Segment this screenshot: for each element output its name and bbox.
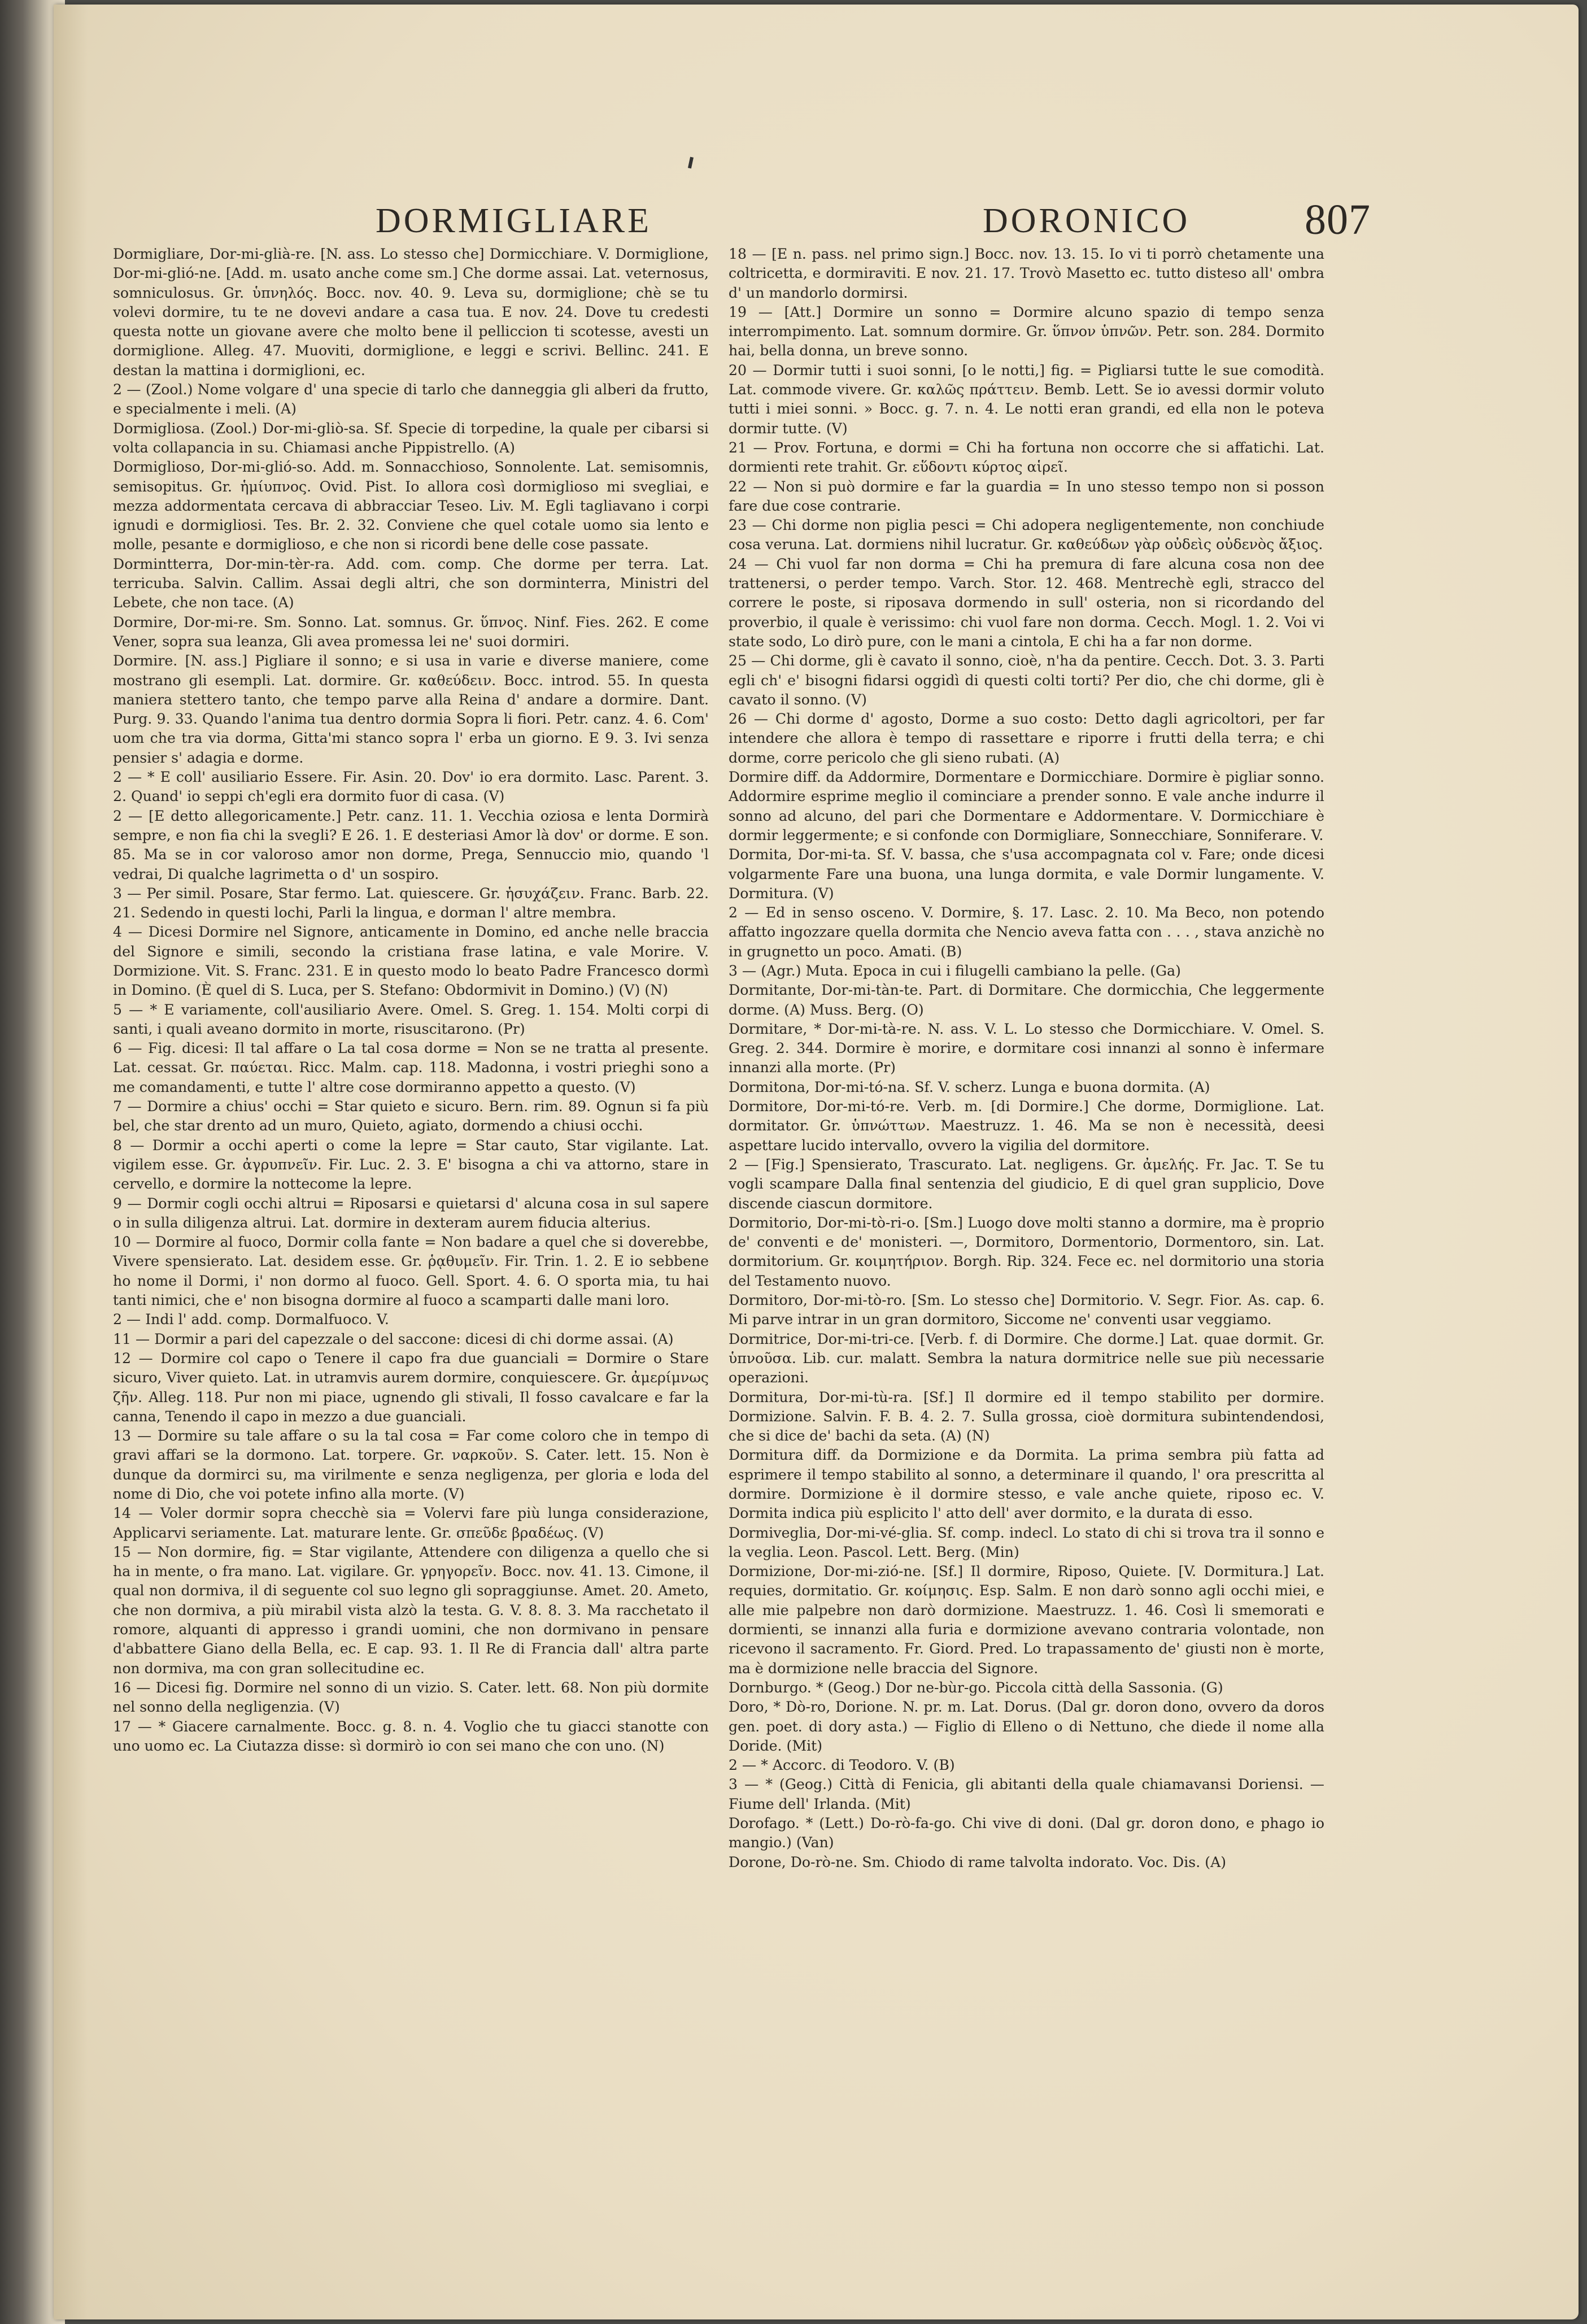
entry-paragraph: 20 — Dormir tutti i suoi sonni, [o le notti,] fig. = Pigliarsi tutte le sue comodità. Lat. commode vivere. Gr. καλῶς πράττειν. Bemb. Lett. Se io avessi dormir voluto tutti i miei sonni. » Bocc. g. 7. n. 4. Le notti eran grandi, ed ella non le poteva dormir tutte. (V) <box>729 362 1324 437</box>
entry-paragraph: 2 — Ed in senso osceno. V. Dormire, §. 17. Lasc. 2. 10. Ma Beco, non potendo affatto ingozzare quella dormita che Nencio aveva fatta con . . . , stava anzichè no in grugnetto un poco. Amati. (B) <box>729 904 1324 960</box>
entry-paragraph: 10 — Dormire al fuoco, Dormir colla fante = Non badare a quel che si doverebbe, Vivere spensierato. Lat. desidem esse. Gr. ῥᾳθυμεῖν. Fir. Trin. 1. 2. E io sebbene ho nome il Dormi, i' non dormo al fuoco. Gell. Sport. 4. 6. O sporta mia, tu hai tanti nimici, che e' non bisogna dormire al fuoco a scamparti dalle mani loro. <box>113 1234 709 1309</box>
entry-paragraph: Dormitorio, Dor-mi-tò-ri-o. [Sm.] Luogo dove molti stanno a dormire, ma è proprio de' conventi e de' monisteri. —, Dormitoro, Dormentorio, Dormentoro, sin. Lat. dormitorium. Gr. κοιμητήριον. Borgh. Rip. 324. Fece ec. nel dormitorio una storia del Testamento nuovo. <box>729 1214 1324 1289</box>
entry-paragraph: 14 — Voler dormir sopra checchè sia = Volervi fare più lunga considerazione, Applicarvi seriamente. Lat. maturare lente. Gr. σπεῦδε βραδέως. (V) <box>113 1505 709 1541</box>
entry-paragraph: 3 — (Agr.) Muta. Epoca in cui i filugelli cambiano la pelle. (Ga) <box>729 962 1181 979</box>
entry-paragraph: Dormitante, Dor-mi-tàn-te. Part. di Dormitare. Che dormicchia, Che leggermente dorme. (A) Muss. Berg. (O) <box>729 982 1324 1018</box>
entry-paragraph: 2 — Indi l' add. comp. Dormalfuoco. V. <box>113 1311 389 1328</box>
running-head-right: DORONICO <box>983 202 1191 240</box>
right-column <box>729 245 1324 1872</box>
entry-paragraph: 19 — [Att.] Dormire un sonno = Dormire alcuno spazio di tempo senza interrompimento. Lat. somnum dormire. Gr. ὕπνον ὑπνῶν. Petr. son. 284. Dormito hai, bella donna, un breve sonno. <box>729 303 1324 359</box>
entry-paragraph: 15 — Non dormire, fig. = Star vigilante, Attendere con diligenza a quello che si ha in mente, o fra mano. Lat. vigilare. Gr. γρηγορεῖν. Bocc. nov. 41. 13. Cimone, il qual non dormiva, il di seguente col suo legno gli sopraggiunse. Amet. 20. Ameto, che non dormiva, a più mirabil vista alzò la testa. G. V. 8. 8. 3. Ma racchetato il romore, alquanti di appresso i grandi uomini, che non dormivano in pensare d'abbattere Giano della Bella, ec. E cap. 93. 1. Il Re di Francia dall' altra parte non dormiva, ma con gran sollecitudine ec. <box>113 1543 709 1677</box>
entry-paragraph: 7 — Dormire a chius' occhi = Star quieto e sicuro. Bern. rim. 89. Ognun si fa più bel, che star drento ad un muro, Quieto, agiato, dormendo a chiusi occhi. <box>113 1098 709 1134</box>
entry-paragraph: Dormitrice, Dor-mi-tri-ce. [Verb. f. di Dormire. Che dorme.] Lat. quae dormit. Gr. ὑπνοῦσα. Lib. cur. malatt. Sembra la natura dormitrice nelle sue più necessarie operazioni. <box>729 1330 1324 1386</box>
entry-paragraph: Dormita, Dor-mi-ta. Sf. V. bassa, che s'usa accompagnata col v. Fare; onde dicesi volgarmente Fare una buona, una lunga dormita, e vale Dormir lungamente. V. Dormitura. (V) <box>729 846 1324 902</box>
entry-paragraph: 22 — Non si può dormire e far la guardia = In uno stesso tempo non si posson fare due cose contrarie. <box>729 478 1324 514</box>
entry-paragraph: 17 — * Giacere carnalmente. Bocc. g. 8. n. 4. Voglio che tu giacci stanotte con uno uomo ec. La Ciutazza disse: sì dormirò io con sei mano che con uno. (N) <box>113 1718 709 1754</box>
entry-paragraph: Dormire. [N. ass.] Pigliare il sonno; e si usa in varie e diverse maniere, come mostrano gli esempli. Lat. dormire. Gr. καθεύδειν. Bocc. introd. 55. In questa maniera stettero tanto, che tempo parve alla Reina d' andare a dormire. Dant. Purg. 9. 33. Quando l'anima tua dentro dormia Sopra li fiori. Petr. canz. 4. 6. Com' uom che tra via dorma, Gitta'mi stanco sopra l' erba un giorno. E 9. 3. Ivi senza pensier s' adagia e dorme. <box>113 652 709 766</box>
entry-paragraph: 25 — Chi dorme, gli è cavato il sonno, cioè, n'ha da pentire. Cecch. Dot. 3. 3. Parti egli ch' e' bisogni fidarsi oggidì di questi colti torti? Per dio, che chi dorme, gli è cavato il sonno. (V) <box>729 652 1324 708</box>
entry-paragraph: 4 — Dicesi Dormire nel Signore, anticamente in Domino, ed anche nelle braccia del Signore e simili, secondo la cristiana frase latina, e vale Morire. V. Dormizione. Vit. S. Franc. 231. E in questo modo lo beato Padre Francesco dormì in Domino. (È quel di S. Luca, per S. Stefano: Obdormivit in Domino.) (V) (N) <box>113 924 709 999</box>
entry-paragraph: Dormintterra, Dor-min-tèr-ra. Add. com. comp. Che dorme per terra. Lat. terricuba. Salvin. Callim. Assai degli altri, che son dorminterra, Ministri del Lebete, che non tace. (A) <box>113 555 709 611</box>
entry-paragraph: 2 — [E detto allegoricamente.] Petr. canz. 11. 1. Vecchia oziosa e lenta Dormirà sempre, e non fia chi la svegli? E 26. 1. E desteriasi Amor là dov' or dorme. E son. 85. Ma se in cor valoroso amor non dorme, Prega, Sennuccio mio, quando 'l vedrai, Di qualche lagrimetta o d' un sospiro. <box>113 807 709 882</box>
entry-paragraph: Dormitura diff. da Dormizione e da Dormita. La prima sembra più fatta ad esprimere il tempo stabilito al sonno, a determinare il quando, l' ora prescritta al dormire. Dormizione è il dormire stesso, e vale anche quiete, riposo ec. V. Dormita indica più esplicito l' atto dell' aver dormito, e la durata di esso. <box>729 1447 1324 1522</box>
entry-paragraph: Dorofago. * (Lett.) Do-rò-fa-go. Chi vive di doni. (Dal gr. doron dono, e phago io mangio.) (Van) <box>729 1815 1324 1851</box>
entry-paragraph: 23 — Chi dorme non piglia pesci = Chi adopera negligentemente, non conchiude cosa veruna. Lat. dormiens nihil lucratur. Gr. καθεύδων γὰρ οὐδεὶς οὐδενὸς ἄξιος. <box>729 517 1324 553</box>
entry-paragraph: 2 — * E coll' ausiliario Essere. Fir. Asin. 20. Dov' io era dormito. Lasc. Parent. 3. 2. Quand' io seppi ch'egli era dormito fuor di casa. (V) <box>113 769 709 805</box>
ink-mark <box>688 157 694 169</box>
entry-paragraph: 8 — Dormir a occhi aperti o come la lepre = Star cauto, Star vigilante. Lat. vigilem esse. Gr. ἀγρυπνεῖν. Fir. Luc. 2. 3. E' bisogna a chi va attorno, stare in cervello, e dormire la nottecome la lepre. <box>113 1137 709 1193</box>
entry-paragraph: 16 — Dicesi fig. Dormire nel sonno di un vizio. S. Cater. lett. 68. Non più dormite nel sonno della negligenzia. (V) <box>113 1679 709 1716</box>
entry-paragraph: 3 — * (Geog.) Città di Fenicia, gli abitanti della quale chiamavansi Doriensi. — Fiume dell' Irlanda. (Mit) <box>729 1776 1324 1812</box>
entry-paragraph: Dorone, Do-rò-ne. Sm. Chiodo di rame talvolta indorato. Voc. Dis. (A) <box>729 1853 1227 1870</box>
entry-paragraph: 26 — Chi dorme d' agosto, Dorme a suo costo: Detto dagli agricoltori, per far intendere che allora è tempo di rassettare e riporre i frutti della terra; e chi dorme, corre pericolo che gli sieno rubati. (A) <box>729 711 1324 766</box>
left-column <box>113 245 709 1756</box>
entry-paragraph: 6 — Fig. dicesi: Il tal affare o La tal cosa dorme = Non se ne tratta al presente. Lat. cessat. Gr. παύεται. Ricc. Malm. cap. 118. Madonna, i vostri prieghi sono a me comandamenti, e tutte l' altre cose dormiranno appetto a questo. (V) <box>113 1040 709 1095</box>
entry-paragraph: Dornburgo. * (Geog.) Dor ne-bùr-go. Piccola città della Sassonia. (G) <box>729 1679 1223 1696</box>
entry-paragraph: 21 — Prov. Fortuna, e dormi = Chi ha fortuna non occorre che si affatichi. Lat. dormienti rete trahit. Gr. εὕδοντι κύρτος αἱρεῖ. <box>729 439 1324 476</box>
entry-paragraph: Dormigliosa. (Zool.) Dor-mi-gliò-sa. Sf. Specie di torpedine, la quale per cibarsi si volta collapancia in su. Chiamasi anche Pippistrello. (A) <box>113 420 709 456</box>
entry-paragraph: Doro, * Dò-ro, Dorione. N. pr. m. Lat. Dorus. (Dal gr. doron dono, ovvero da doros gen. poet. di dory asta.) — Figlio di Elleno o di Nettuno, che diede il nome alla Doride. (Mit) <box>729 1699 1324 1754</box>
entry-paragraph: Dormiveglia, Dor-mi-vé-glia. Sf. comp. indecl. Lo stato di chi si trova tra il sonno e la veglia. Leon. Pascol. Lett. Berg. (Min) <box>729 1524 1324 1560</box>
entry-paragraph: Dormiglioso, Dor-mi-glió-so. Add. m. Sonnacchioso, Sonnolente. Lat. semisomnis, semisopitus. Gr. ἡμίυπνος. Ovid. Pist. Io allora così dormiglioso mi svegliai, e mezza addormentata cercava di abbracciar Teseo. Liv. M. Egli tagliavano i corpi ignudi e dormigliosi. Tes. Br. 2. 32. Conviene che quel cotale uomo sia lento e molle, pesante e dormiglioso, e che non si ricordi bene delle cose passate. <box>113 459 709 553</box>
entry-paragraph: 2 — [Fig.] Spensierato, Trascurato. Lat. negligens. Gr. ἀμελής. Fr. Jac. T. Se tu vogli scampare Dalla final sentenzia del giudicio, E di quel gran supplicio, Dove discende ciascun dormitore. <box>729 1156 1324 1212</box>
page-gutter <box>54 5 88 2319</box>
entry-paragraph: 2 — (Zool.) Nome volgare d' una specie di tarlo che danneggia gli alberi da frutto, e specialmente i meli. (A) <box>113 381 709 417</box>
entry-paragraph: Dormitore, Dor-mi-tó-re. Verb. m. [di Dormire.] Che dorme, Dormiglione. Lat. dormitator. Gr. ὑπνώττων. Maestruzz. 1. 46. Ma se non è necessità, deesi aspettare lucido intervallo, ovvero la vigilia del dormitore. <box>729 1098 1324 1154</box>
book-page <box>54 5 1579 2319</box>
entry-paragraph: Dormitoro, Dor-mi-tò-ro. [Sm. Lo stesso che] Dormitorio. V. Segr. Fior. As. cap. 6. Mi parve intrar in un gran dormitoro, Siccome ne' conventi usar veggiamo. <box>729 1292 1324 1328</box>
entry-paragraph: 13 — Dormire su tale affare o su la tal cosa = Far come coloro che in tempo di gravi affari se la dormono. Lat. torpere. Gr. ναρκοῦν. S. Cater. lett. 15. Non è dunque da dormirci su, ma virilmente e senza negligenza, per gloria e loda del nome di Dio, che voi potete infino alla morte. (V) <box>113 1428 709 1502</box>
entry-paragraph: 2 — * Accorc. di Teodoro. V. (B) <box>729 1757 955 1774</box>
entry-paragraph: 18 — [E n. pass. nel primo sign.] Bocc. nov. 13. 15. Io vi ti porrò chetamente una coltricetta, e dormiraviti. E nov. 21. 17. Trovò Masetto ec. tutto disteso all' ombra d' un mandorlo dormirsi. <box>729 246 1324 301</box>
entry-paragraph: 3 — Per simil. Posare, Star fermo. Lat. quiescere. Gr. ἡσυχάζειν. Franc. Barb. 22. 21. Sedendo in questi lochi, Parli la lingua, e dorman l' altre membra. <box>113 885 709 921</box>
entry-paragraph: Dormitona, Dor-mi-tó-na. Sf. V. scherz. Lunga e buona dormita. (A) <box>729 1078 1210 1095</box>
entry-paragraph: 11 — Dormir a pari del capezzale o del saccone: dicesi di chi dorme assai. (A) <box>113 1330 674 1347</box>
entry-paragraph: 12 — Dormire col capo o Tenere il capo fra due guanciali = Dormire o Stare sicuro, Viver quieto. Lat. in utramvis aurem dormire, conquiescere. Gr. ἀμερίμνως ζῆν. Alleg. 118. Pur non mi piace, ugnendo gli stivali, Il fosso cavalcare e far la canna, Tenendo il capo in mezzo a due guanciali. <box>113 1350 709 1425</box>
entry-paragraph: 5 — * E variamente, coll'ausiliario Avere. Omel. S. Greg. 1. 154. Molti corpi di santi, i quali aveano dormito in morte, risuscitarono. (Pr) <box>113 1001 709 1037</box>
entry-paragraph: 9 — Dormir cogli occhi altrui = Riposarsi e quietarsi d' alcuna cosa in sul sapere o in sulla diligenza altrui. Lat. dormire in dexteram aurem fiducia alterius. <box>113 1195 709 1231</box>
entry-paragraph: Dormire, Dor-mi-re. Sm. Sonno. Lat. somnus. Gr. ὕπνος. Ninf. Fies. 262. E come Vener, sopra sua leanza, Gli avea promessa lei ne' suoi dormiri. <box>113 613 709 650</box>
entry-paragraph: Dormizione, Dor-mi-zió-ne. [Sf.] Il dormire, Riposo, Quiete. [V. Dormitura.] Lat. requies, dormitatio. Gr. κοίμησις. Esp. Salm. E non darò sonno agli occhi miei, e alle mie palpebre non darò dormizione. Maestruzz. 1. 46. Così li smemorati e dormienti, se innanzi alla furia e dormizione avevano contraria volontade, non ricevono il sacramento. Fr. Giord. Pred. Lo trapassamento de' giusti non è morte, ma è dormizione nelle braccia del Signore. <box>729 1563 1324 1677</box>
entry-paragraph: 24 — Chi vuol far non dorma = Chi ha premura di fare alcuna cosa non dee trattenersi, o perder tempo. Varch. Stor. 12. 468. Mentrechè egli, stracco del correre le poste, si riposava dormendo in sull' osteria, non si ricordando del proverbio, il quale è verissimo: chi vuol fare non dorma. Cecch. Mogl. 1. 2. Voi vi state sodo, Lo dirò pure, con le mani a cintola, E chi ha a far non dorme. <box>729 555 1324 650</box>
entry-paragraph: Dormire diff. da Addormire, Dormentare e Dormicchiare. Dormire è pigliar sonno. Addormire esprime meglio il cominciare a prender sonno. E vale anche indurre il sonno ad alcuno, del pari che Dormentare e Addormentare. V. Dormicchiare è dormir leggermente; e si confonde con Dormigliare, Sonnecchiare, Sonniferare. V. <box>729 769 1324 843</box>
entry-paragraph: Dormitura, Dor-mi-tù-ra. [Sf.] Il dormire ed il tempo stabilito per dormire. Dormizione. Salvin. F. B. 4. 2. 7. Sulla grossa, cioè dormitura subintendendosi, che si dice de' bachi da seta. (A) (N) <box>729 1389 1324 1444</box>
entry-paragraph: Dormitare, * Dor-mi-tà-re. N. ass. V. L. Lo stesso che Dormicchiare. V. Omel. S. Greg. 2. 344. Dormire è morire, e dormitare cosi innanzi al sonno è infermare innanzi alla morte. (Pr) <box>729 1020 1324 1076</box>
page-number: 807 <box>1305 196 1371 243</box>
running-head-left: DORMIGLIARE <box>376 202 652 240</box>
entry-paragraph: Dormigliare, Dor-mi-glià-re. [N. ass. Lo stesso che] Dormicchiare. V. Dormiglione, Dor-mi-glió-ne. [Add. m. usato anche come sm.] Che dorme assai. Lat. veternosus, somniculosus. Gr. ὑπνηλός. Bocc. nov. 40. 9. Leva su, dormiglione; chè se tu volevi dormire, tu te ne dovevi andare a casa tua. E nov. 24. Dove tu credesti questa notte un giovane avere che molto bene il pelliccion ti scotesse, avesti un dormiglione. Alleg. 47. Muoviti, dormiglione, e leggi e scrivi. Bellinc. 241. E destan la mattina i dormiglioni, ec. <box>113 246 709 378</box>
